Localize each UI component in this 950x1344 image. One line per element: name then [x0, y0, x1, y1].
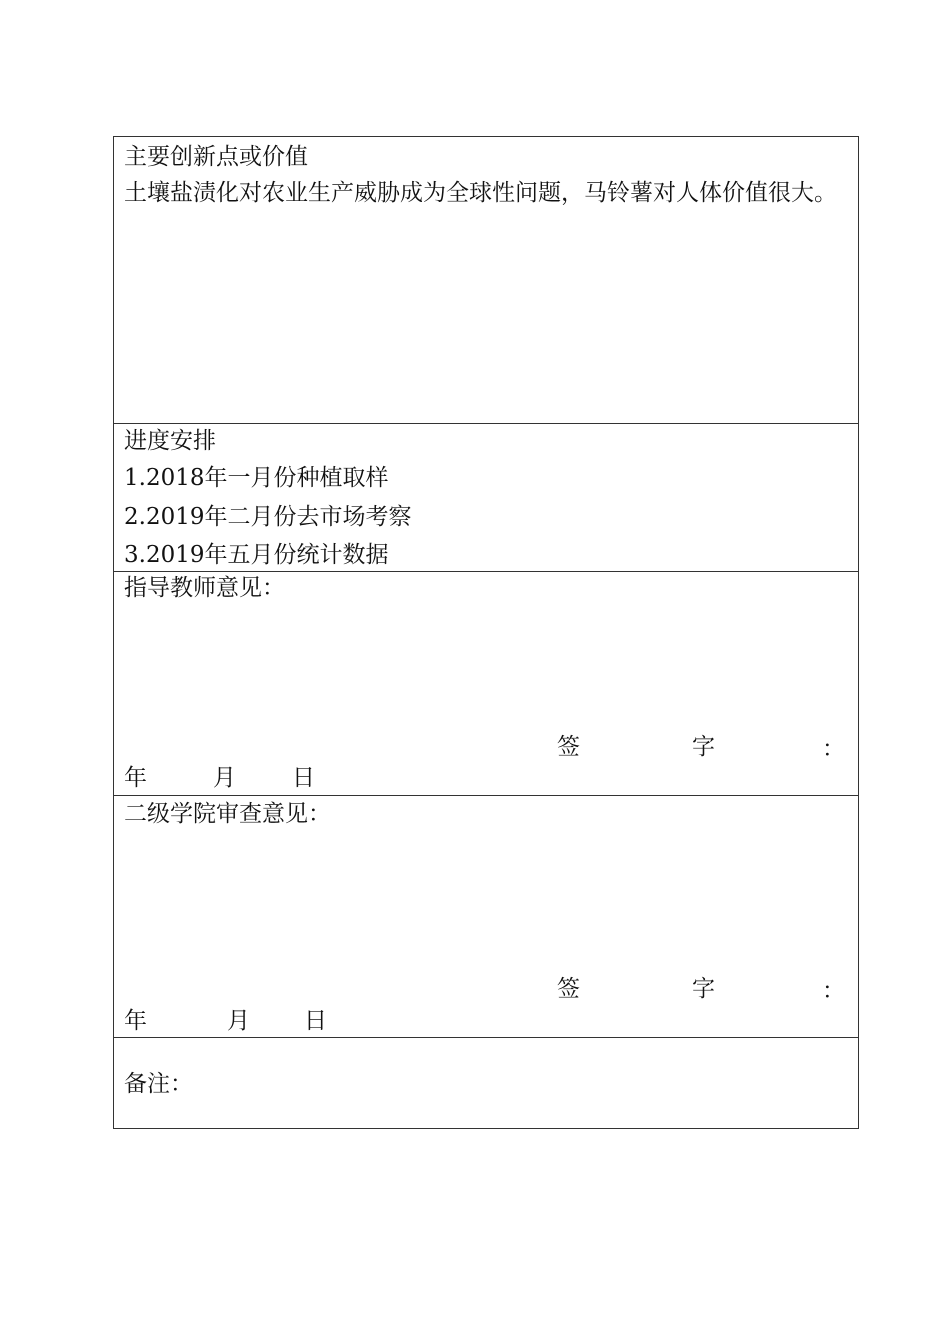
college-sign-colon: ：	[822, 978, 845, 1004]
college-date-month: 月	[227, 1008, 250, 1034]
remarks-heading: 备注：	[124, 1071, 193, 1097]
advisor-opinion-section	[114, 572, 858, 796]
college-sign-char: 签	[557, 976, 580, 1002]
innovation-text: 土壤盐渍化对农业生产威胁成为全球性问题，马铃薯对人体价值很大。	[124, 180, 837, 206]
schedule-section	[114, 424, 858, 572]
advisor-date-day: 日	[292, 765, 315, 791]
schedule-item: 1.2018年一月份种植取样	[124, 465, 389, 491]
schedule-item: 2.2019年二月份去市场考察	[124, 504, 412, 530]
college-review-section	[114, 796, 858, 1038]
advisor-date-year: 年	[124, 765, 147, 791]
remarks-section	[114, 1038, 858, 1128]
schedule-heading: 进度安排	[124, 428, 216, 454]
innovation-section	[114, 137, 858, 424]
college-review-heading: 二级学院审查意见：	[124, 801, 331, 827]
college-date-day: 日	[304, 1008, 327, 1034]
college-date-year: 年	[124, 1008, 147, 1034]
advisor-sign-char: 签	[557, 734, 580, 760]
advisor-sign-char: 字	[692, 734, 715, 760]
innovation-heading: 主要创新点或价值	[124, 144, 308, 170]
application-form-table	[113, 136, 859, 1129]
advisor-date-month: 月	[213, 765, 236, 791]
schedule-item: 3.2019年五月份统计数据	[124, 542, 389, 568]
advisor-sign-colon: ：	[822, 736, 845, 762]
college-sign-char: 字	[692, 976, 715, 1002]
advisor-opinion-heading: 指导教师意见：	[124, 575, 285, 601]
